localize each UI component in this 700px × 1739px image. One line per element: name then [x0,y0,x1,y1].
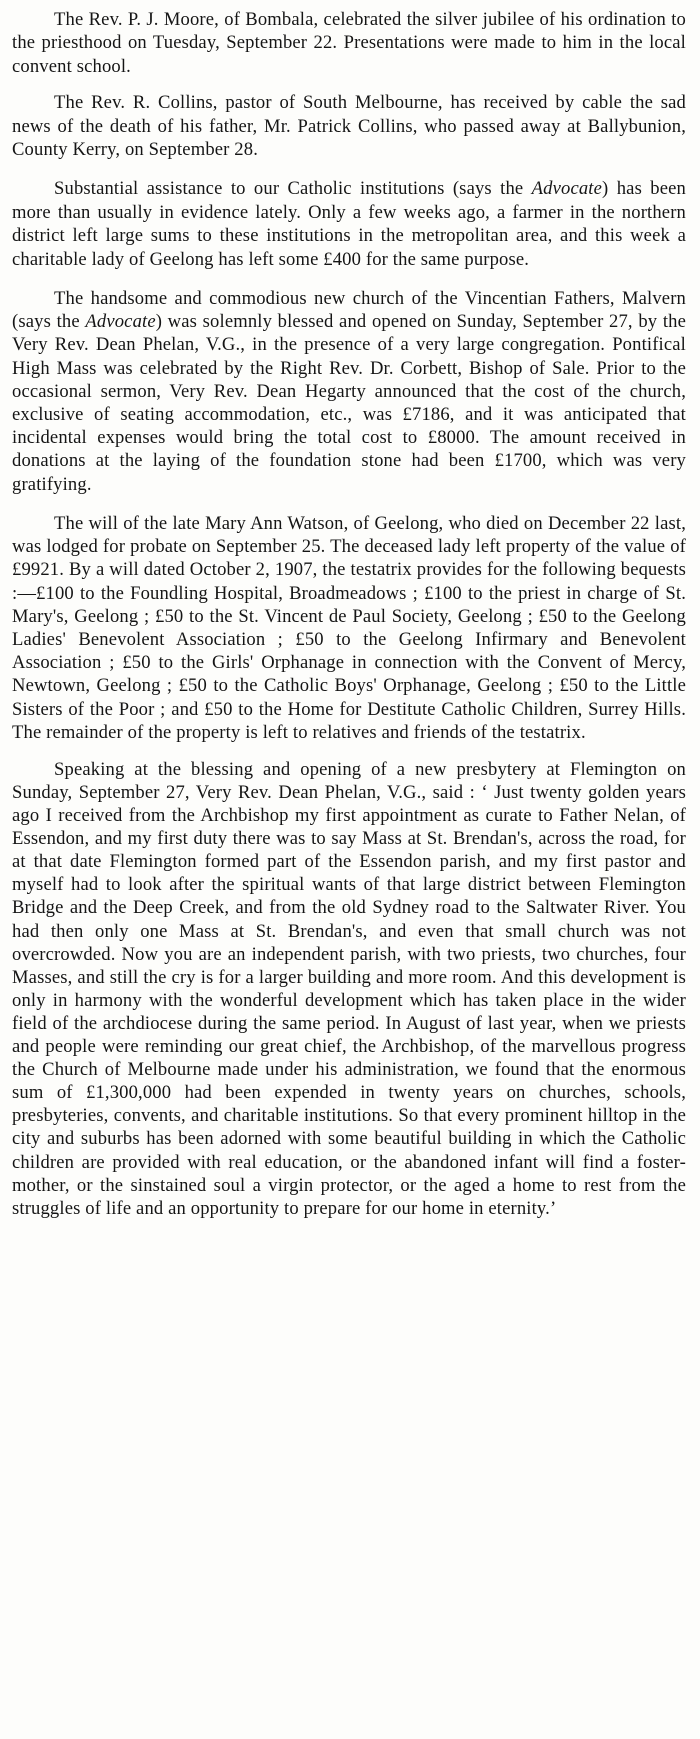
paragraph-collins-bereavement: The Rev. R. Collins, pastor of South Melbourne, has received by cable the sad news of the death of his father, Mr. Patrick Collins, who passed away at Ballybunion, County Kerry, on September 28. [12,92,686,161]
paragraph-text-after: ) was solemnly blessed and opened on Sunday, September 27, by the Very Rev. Dean Phelan, V.G., in the presence of a very large congregation. Pontifical High Mass was celebrated by the Right Rev. Dr. Corbett, Bishop of Sale. Prior to the occasional sermon, Very Rev. Dean Hegarty announced that the cost of the church, exclusive of seating accommodation, etc., was £7186, and it was anticipated that incidental expenses would bring the total cost to £8000. The amount received in donations at the laying of the foundation stone had been £1700, which was very gratifying. [12,311,686,495]
paragraph-text-after: ) has been more than usually in evidence lately. Only a few weeks ago, a farmer in the northern district left large sums to these institutions in the metropolitan area, and this week a charitable lady of Geelong has left some £400 for the same purpose. [12,178,686,270]
paragraph-text-before: Substantial assistance to our Catholic institutions (says the [54,178,532,200]
paragraph-watson-will: The will of the late Mary Ann Watson, of Geelong, who died on December 22 last, was lodged for probate on September 25. The deceased lady left property of the value of £9921. By a will dated October 2, 1907, the testatrix provides for the following bequests :—£100 to the Foundling Hospital, Broadmeadows ; £100 to the priest in charge of St. Mary's, Geelong ; £50 to the St. Vincent de Paul Society, Geelong ; £50 to the Geelong Ladies' Benevolent Association ; £50 to the Geelong Infirmary and Benevolent Association ; £50 to the Girls' Orphanage in connection with the Convent of Mercy, Newtown, Geelong ; £50 to the Catholic Boys' Orphanage, Geelong ; £50 to the Little Sisters of the Poor ; and £50 to the Home for Destitute Catholic Children, Surrey Hills. The remainder of the property is left to relatives and friends of the testatrix. [12,512,686,743]
paragraph-text-before: The handsome and commodious new church of the Vincentian Fathers, Malvern (says the [12,288,686,333]
paragraph-flemington-presbytery: Speaking at the blessing and opening of a new presbytery at Flemington on Sunday, September 27, Very Rev. Dean Phelan, V.G., said : ‘ Just twenty golden years ago I received from the Archbishop my first appointment as curate to Father Nelan, of Essendon, and my first duty there was to say Mass at St. Brendan's, across the road, for at that date Flemington formed part of the Essendon parish, and my first pastor and myself had to look after the spiritual wants of that large district between Flemington Bridge and the Deep Creek, and from the old Sydney road to the Saltwater River. You had then only one Mass at St. Brendan's, and even that small church was not overcrowded. Now you are an independent parish, with two priests, two churches, four Masses, and still the cry is for a larger building and more room. And this development is only in harmony with the wonderful development which has taken place in the wider field of the archdiocese during the same period. In August of last year, when we priests and people were reminding our great chief, the Archbishop, of the marvellous progress the Church of Melbourne made under his administration, we found that the enormous sum of £1,300,000 had been expended in twenty years on churches, schools, presbyteries, convents, and charitable institutions. So that every prominent hilltop in the city and suburbs has been adorned with some beautiful building in which the Catholic children are provided with real education, or the abandoned infant will find a foster-mother, or the sinstained soul a virgin protector, or the aged a home to rest from the struggles of life and an opportunity to prepare for our home in eternity.’ [12,758,686,1219]
paragraph-moore-jubilee: The Rev. P. J. Moore, of Bombala, celebrated the silver jubilee of his ordination to the priesthood on Tuesday, September 22. Presentations were made to him in the local convent school. [12,9,686,77]
advocate-italic: Advocate [531,178,603,200]
paragraph-substantial-assistance [12,177,686,271]
advocate-italic: Advocate [85,311,156,333]
paragraph-malvern-church [12,287,686,496]
